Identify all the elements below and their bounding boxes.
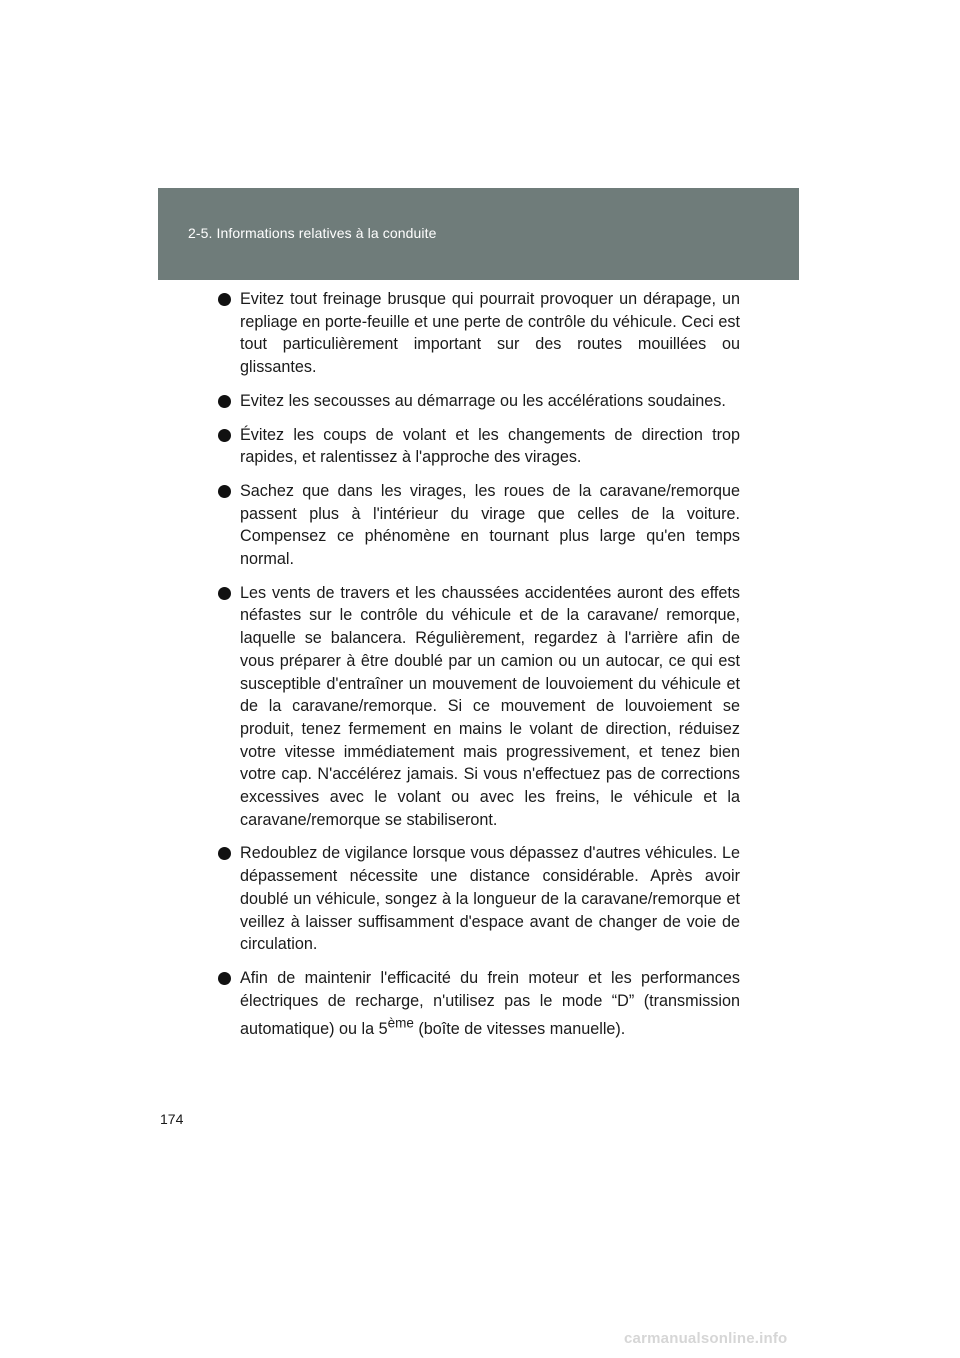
list-item-text	[240, 969, 740, 1038]
section-title: 2-5. Informations relatives à la conduite	[188, 225, 437, 241]
bullet-icon	[218, 429, 231, 442]
bullet-icon	[218, 485, 231, 498]
list-item-text: Evitez tout freinage brusque qui pourrait provoquer un dérapage, un repliage en porte-feuille et une perte de contrôle du véhicule. Ceci est tout particulièrement important sur des routes mouillées ou glissantes.	[240, 290, 740, 377]
list-item	[218, 424, 740, 469]
list-item-text: Sachez que dans les virages, les roues de la caravane/remorque passent plus à l'intérieur du virage que celles de la voiture. Compensez ce phénomène en tournant plus large qu'en temps normal.	[240, 481, 740, 569]
list-item	[218, 480, 740, 571]
superscript-ordinal: ème	[387, 1015, 414, 1031]
bullet-icon	[218, 293, 231, 306]
list-item	[218, 967, 740, 1041]
list-item-text: Les vents de travers et les chaussées accidentées auront des effets néfastes sur le contrôle du véhicule et de la caravane/ remorque, laquelle se balancera. Régulièrement, regardez à l'arrière afin de vous préparer à être doublé par un camion ou un autocar, ce qui est susceptible d'entraîner un mouvement de louvoiement du véhicule et de la caravane/remorque. Si ce mouvement de louvoiement se produit, tenez fermement en mains le volant de direction, réduisez votre vitesse immédiatement mais progressivement, et tenez bien votre cap. N'accélérez jamais. Si vous n'effectuez pas de corrections excessives avec le volant ou avec les freins, le véhicule et la caravane/remorque se stabiliseront.	[240, 583, 740, 829]
bullet-icon	[218, 587, 231, 600]
list-item-text-part: Afin de maintenir l'efficacité du frein moteur et les performances électriques de recharge, n'utilisez pas le mode “D” (transmission automatique) ou la 5	[240, 968, 740, 1038]
bullet-icon	[218, 972, 231, 985]
page-number: 174	[160, 1111, 184, 1127]
list-item-text: Évitez les coups de volant et les changements de direction trop rapides, et ralentissez à l'approche des virages.	[240, 425, 740, 467]
watermark: carmanualsonline.info	[624, 1330, 788, 1347]
list-item-text: Redoublez de vigilance lorsque vous dépassez d'autres véhicules. Le dépassement nécessite une distance considérable. Après avoir doublé un véhicule, songez à la longueur de la caravane/remorque et veillez à laisser suffisamment d'espace avant de changer de voie de circulation.	[240, 844, 740, 954]
page-content	[218, 288, 740, 1051]
list-item-text-part: (boîte de vitesses manuelle).	[413, 1019, 626, 1038]
bullet-icon	[218, 395, 231, 408]
list-item	[218, 582, 740, 832]
list-item	[218, 842, 740, 956]
list-item-text: Evitez les secousses au démarrage ou les accélérations soudaines.	[240, 391, 726, 410]
list-item	[218, 390, 740, 413]
section-header-band	[158, 188, 799, 280]
bullet-icon	[218, 847, 231, 860]
list-item	[218, 288, 740, 379]
